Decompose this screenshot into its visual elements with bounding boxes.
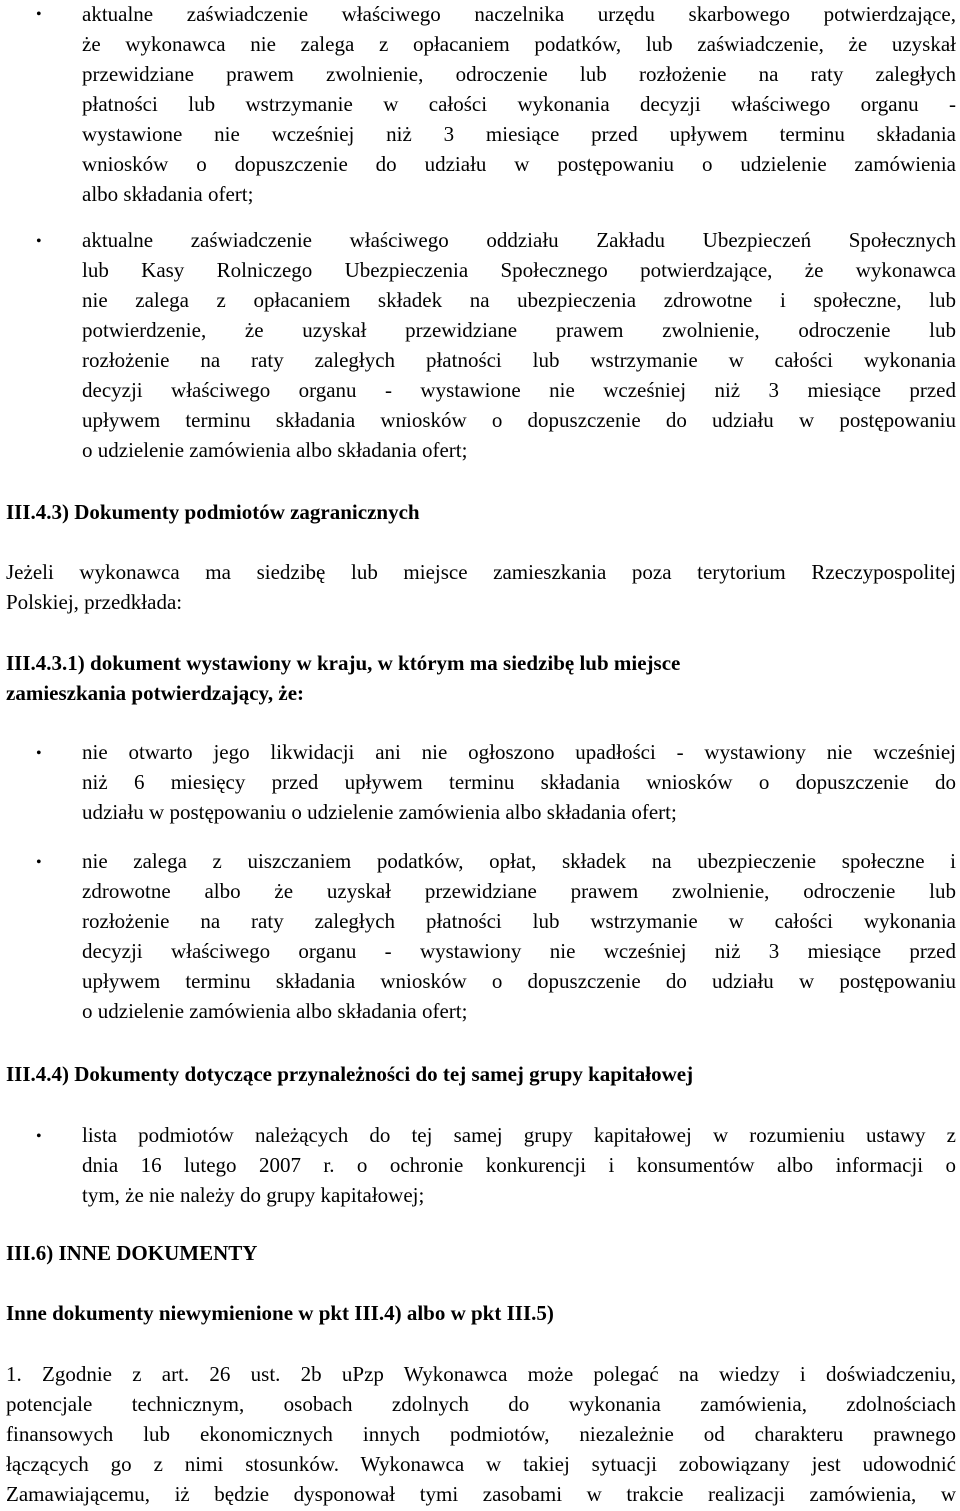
text-line: lub Kasy Rolniczego Ubezpieczenia Społecznego potwierdzające, że wykonawca (82, 258, 956, 282)
list-item (82, 0, 956, 209)
text-line: nie zalega z uiszczaniem podatków, opłat, składek na ubezpieczenie społeczne i (82, 849, 956, 873)
text-line: płatności lub wstrzymanie w całości wykonania decyzji właściwego organu - (82, 92, 956, 116)
bullet-dot: • (36, 233, 42, 250)
text-line: łączących go z nimi stosunków. Wykonawca w takiej sytuacji zobowiązany jest udowodnić (6, 1452, 956, 1476)
list-item (82, 1120, 956, 1210)
section-heading: III.4.4) Dokumenty dotyczące przynależności do tej samej grupy kapitałowej (6, 1062, 694, 1086)
text-line: Polskiej, przedkłada: (6, 590, 183, 614)
text-line: Jeżeli wykonawca ma siedzibę lub miejsce zamieszkania poza terytorium Rzeczypospolitej (6, 560, 956, 584)
text-line: wniosków o dopuszczenie do udziału w postępowaniu o udzielenie zamówienia (82, 152, 956, 176)
section-heading: III.4.3) Dokumenty podmiotów zagranicznych (6, 500, 420, 524)
bullet-dot: • (36, 6, 42, 23)
text-line: nie otwarto jego likwidacji ani nie ogłoszono upadłości - wystawiony nie wcześniej (82, 740, 956, 764)
text-line: finansowych lub ekonomicznych innych podmiotów, niezależnie od charakteru prawnego (6, 1422, 956, 1446)
text-line: decyzji właściwego organu - wystawiony nie wcześniej niż 3 miesiące przed (82, 939, 956, 963)
text-line: aktualne zaświadczenie właściwego oddziału Zakładu Ubezpieczeń Społecznych (82, 228, 956, 252)
text-line: tym, że nie należy do grupy kapitałowej; (82, 1183, 425, 1207)
text-line: o udzielenie zamówienia albo składania ofert; (82, 999, 468, 1023)
text-line: rozłożenie na raty zaległych płatności lub wstrzymanie w całości wykonania (82, 909, 956, 933)
body-paragraph (6, 1359, 956, 1509)
list-item (82, 846, 956, 1026)
text-line: nie zalega z opłacaniem składek na ubezpieczenia zdrowotne i społeczne, lub (82, 288, 956, 312)
text-line: rozłożenie na raty zaległych płatności lub wstrzymanie w całości wykonania (82, 348, 956, 372)
text-line: przewidziane prawem zwolnienie, odroczenie lub rozłożenie na raty zaległych (82, 62, 956, 86)
text-line: aktualne zaświadczenie właściwego naczelnika urzędu skarbowego potwierdzające, (82, 2, 956, 26)
bullet-dot: • (36, 1128, 42, 1145)
text-line: albo składania ofert; (82, 182, 254, 206)
bullet-dot: • (36, 745, 42, 762)
text-line: decyzji właściwego organu - wystawione nie wcześniej niż 3 miesiące przed (82, 378, 956, 402)
text-line: o udzielenie zamówienia albo składania ofert; (82, 438, 468, 462)
text-line: zdrowotne albo że uzyskał przewidziane prawem zwolnienie, odroczenie lub (82, 879, 956, 903)
list-item (82, 737, 956, 827)
text-line: 1. Zgodnie z art. 26 ust. 2b uPzp Wykonawca może polegać na wiedzy i doświadczeniu, (6, 1362, 956, 1386)
text-line: upływem terminu składania wniosków o dopuszczenie do udziału w postępowaniu (82, 969, 956, 993)
section-intro (6, 557, 956, 617)
text-line: dnia 16 lutego 2007 r. o ochronie konkurencji i konsumentów albo informacji o (82, 1153, 956, 1177)
bullet-dot: • (36, 854, 42, 871)
text-line: zamieszkania potwierdzający, że: (6, 681, 305, 705)
text-line: lista podmiotów należących do tej samej grupy kapitałowej w rozumieniu ustawy z (82, 1123, 956, 1147)
subsection-heading: Inne dokumenty niewymienione w pkt III.4) albo w pkt III.5) (6, 1301, 554, 1325)
text-line: upływem terminu składania wniosków o dopuszczenie do udziału w postępowaniu (82, 408, 956, 432)
subsection-heading (6, 648, 956, 708)
text-line: III.4.3.1) dokument wystawiony w kraju, w którym ma siedzibę lub miejsce (6, 651, 681, 675)
text-line: wystawione nie wcześniej niż 3 miesiące przed upływem terminu składania (82, 122, 956, 146)
text-line: potwierdzenie, że uzyskał przewidziane prawem zwolnienie, odroczenie lub (82, 318, 956, 342)
text-line: niż 6 miesięcy przed upływem terminu składania wniosków o dopuszczenie do (82, 770, 956, 794)
text-line: potencjale technicznym, osobach zdolnych do wykonania zamówienia, zdolnościach (6, 1392, 956, 1416)
text-line: że wykonawca nie zalega z opłacaniem podatków, lub zaświadczenie, że uzyskał (82, 32, 956, 56)
text-line: Zamawiającemu, iż będzie dysponował tymi zasobami w trakcie realizacji zamówienia, w (6, 1482, 956, 1506)
text-line: udziału w postępowaniu o udzielenie zamówienia albo składania ofert; (82, 800, 677, 824)
section-heading: III.6) INNE DOKUMENTY (6, 1241, 258, 1265)
list-item (82, 225, 956, 465)
